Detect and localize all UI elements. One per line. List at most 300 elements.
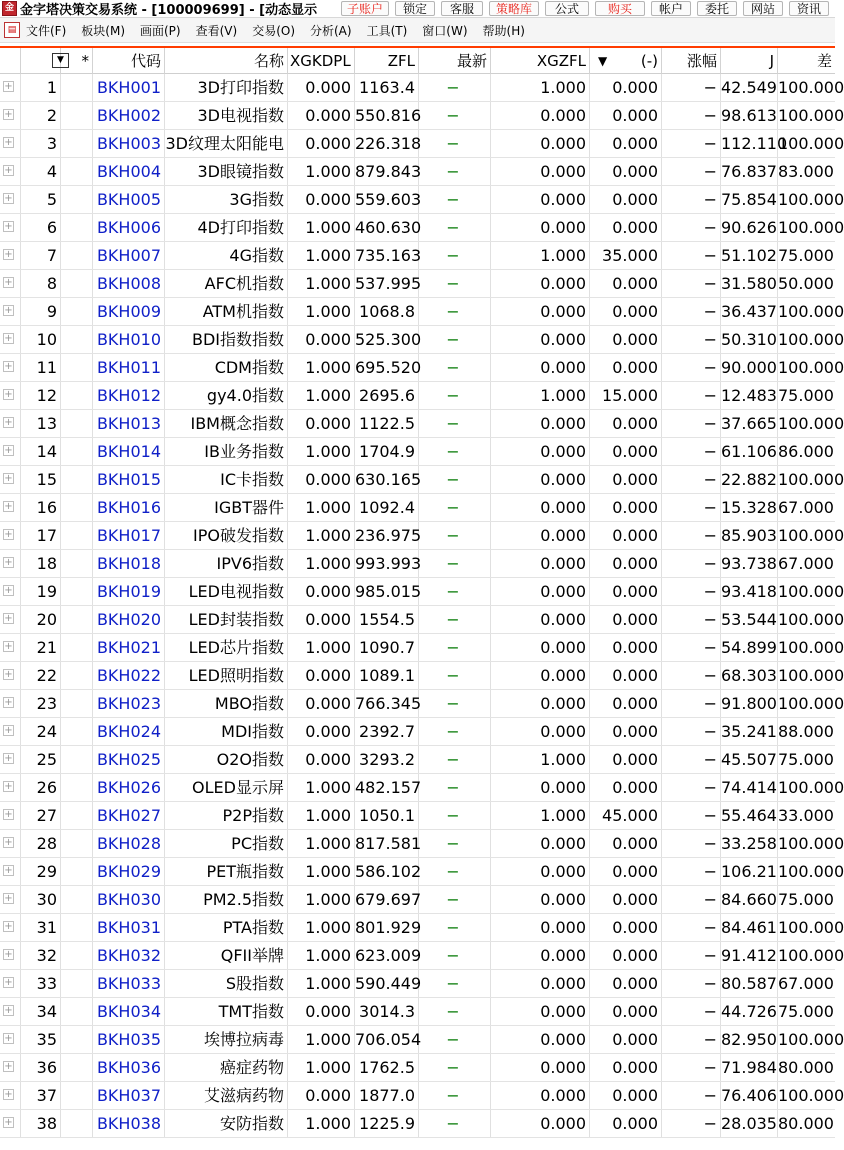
row-change: −: [662, 578, 721, 605]
table-row[interactable]: [0, 186, 844, 214]
row-diff: 100.000: [778, 778, 844, 797]
row-star: [61, 270, 93, 297]
row-star: [61, 718, 93, 745]
titlebar-button[interactable]: 公式: [545, 1, 589, 16]
row-star: [61, 74, 93, 101]
row-latest: −: [419, 410, 491, 437]
row-diff: 100.000: [778, 302, 844, 321]
row-diff: 80.000: [778, 1058, 834, 1077]
row-expander[interactable]: [0, 158, 21, 185]
table-row[interactable]: [0, 662, 844, 690]
table-row[interactable]: [0, 494, 835, 522]
expand-plus-icon[interactable]: +: [4, 1005, 13, 1016]
expand-plus-icon[interactable]: +: [4, 529, 13, 540]
table-row[interactable]: [0, 634, 844, 662]
header-latest[interactable]: 最新: [419, 48, 491, 74]
row-number: 28: [21, 830, 61, 857]
header-diff[interactable]: 差: [816, 52, 832, 70]
row-code: BKH033: [93, 970, 165, 997]
table-row[interactable]: [0, 242, 835, 270]
row-star: [61, 1110, 93, 1137]
row-expander[interactable]: [0, 438, 21, 465]
table-row[interactable]: [0, 690, 844, 718]
expand-plus-icon[interactable]: +: [4, 1117, 13, 1128]
row-zfl: 2695.6: [355, 382, 419, 409]
row-change: −: [662, 74, 721, 101]
row-diff: 100.000: [778, 78, 844, 97]
row-xgkdpl: 1.000: [288, 802, 355, 829]
row-number: 10: [21, 326, 61, 353]
expand-plus-icon[interactable]: +: [4, 193, 13, 204]
expand-plus-icon[interactable]: +: [4, 305, 13, 316]
table-row[interactable]: [0, 550, 835, 578]
expand-plus-icon[interactable]: +: [4, 669, 13, 680]
row-star: [61, 102, 93, 129]
row-number: 11: [21, 354, 61, 381]
row-xgzfl: 0.000: [491, 186, 590, 213]
row-number: 19: [21, 578, 61, 605]
menu-item[interactable]: 画面(P): [140, 23, 181, 38]
row-change: −: [662, 466, 721, 493]
row-j: 74.414: [721, 774, 778, 801]
expand-plus-icon[interactable]: +: [4, 1061, 13, 1072]
table-row[interactable]: [0, 410, 844, 438]
row-number: 25: [21, 746, 61, 773]
row-name: 3D打印指数: [165, 74, 288, 101]
row-expander[interactable]: [0, 998, 21, 1025]
row-number: 31: [21, 914, 61, 941]
row-expander[interactable]: [0, 914, 21, 941]
row-diff: 50.000: [778, 274, 834, 293]
titlebar-button[interactable]: 资讯: [789, 1, 829, 16]
row-expander[interactable]: [0, 270, 21, 297]
table-row[interactable]: [0, 270, 835, 298]
row-star: [61, 130, 93, 157]
table-row[interactable]: [0, 158, 835, 186]
row-change: −: [662, 774, 721, 801]
row-number: 29: [21, 858, 61, 885]
row-xgkdpl: 1.000: [288, 354, 355, 381]
menu-item[interactable]: 帮助(H): [482, 23, 525, 38]
expand-plus-icon[interactable]: +: [4, 641, 13, 652]
row-code: BKH018: [93, 550, 165, 577]
titlebar-button[interactable]: 购买: [595, 1, 645, 16]
row-code: BKH012: [93, 382, 165, 409]
expand-plus-icon[interactable]: +: [4, 725, 13, 736]
row-diff: 83.000: [778, 162, 834, 181]
titlebar-button[interactable]: 客服: [441, 1, 483, 16]
row-expander[interactable]: [0, 102, 21, 129]
header-star[interactable]: *: [61, 48, 93, 74]
table-row[interactable]: [0, 886, 835, 914]
row-expander[interactable]: [0, 858, 21, 885]
row-code: BKH013: [93, 410, 165, 437]
row-xgzfl: 0.000: [491, 1110, 590, 1137]
row-xgzfl: 0.000: [491, 354, 590, 381]
row-star: [61, 242, 93, 269]
table-row[interactable]: [0, 942, 844, 970]
row-zfl: 586.102: [355, 858, 419, 885]
expand-plus-icon[interactable]: +: [4, 753, 13, 764]
row-j: 91.412: [721, 942, 778, 969]
titlebar-button[interactable]: 帐户: [651, 1, 691, 16]
row-number: 3: [21, 130, 61, 157]
sort-down-icon[interactable]: ▼: [52, 53, 69, 68]
menu-item[interactable]: 查看(V): [195, 23, 238, 38]
row-expander[interactable]: [0, 606, 21, 633]
row-star: [61, 494, 93, 521]
row-number: 23: [21, 690, 61, 717]
row-code: BKH006: [93, 214, 165, 241]
row-change: −: [662, 998, 721, 1025]
document-menu-icon[interactable]: ▤: [4, 22, 20, 38]
titlebar-button[interactable]: 策略库: [489, 1, 539, 16]
header-change[interactable]: 涨幅: [662, 48, 721, 74]
row-j: 91.800: [721, 690, 778, 717]
row-zfl: 590.449: [355, 970, 419, 997]
row-j: 22.882: [721, 466, 778, 493]
header-neg[interactable]: [590, 48, 662, 74]
row-j: 90.626: [721, 214, 778, 241]
row-name: 癌症药物: [165, 1054, 288, 1081]
row-j: 31.580: [721, 270, 778, 297]
row-diff: 75.000: [778, 386, 834, 405]
row-xgzfl: 1.000: [491, 242, 590, 269]
expand-plus-icon[interactable]: +: [4, 865, 13, 876]
table-row[interactable]: [0, 438, 835, 466]
expand-plus-icon[interactable]: +: [4, 501, 13, 512]
row-expander[interactable]: [0, 802, 21, 829]
row-xgkdpl: 1.000: [288, 522, 355, 549]
row-xgzfl: 0.000: [491, 494, 590, 521]
row-latest: −: [419, 298, 491, 325]
row-diff: 100.000: [778, 134, 844, 153]
table-row[interactable]: [0, 774, 844, 802]
table-row[interactable]: [0, 298, 844, 326]
expand-plus-icon[interactable]: +: [4, 165, 13, 176]
expand-plus-icon[interactable]: +: [4, 949, 13, 960]
expand-plus-icon[interactable]: +: [4, 473, 13, 484]
header-code[interactable]: 代码: [93, 48, 165, 74]
row-number: 38: [21, 1110, 61, 1137]
titlebar-button[interactable]: 子账户: [341, 1, 389, 16]
row-j: 55.464: [721, 802, 778, 829]
expand-plus-icon[interactable]: +: [4, 417, 13, 428]
table-row[interactable]: [0, 1026, 844, 1054]
menu-item[interactable]: 窗口(W): [422, 23, 468, 38]
row-expander[interactable]: [0, 550, 21, 577]
row-latest: −: [419, 242, 491, 269]
row-xgzfl: 1.000: [491, 746, 590, 773]
table-row[interactable]: [0, 326, 844, 354]
table-row[interactable]: [0, 858, 844, 886]
row-neg: 0.000: [590, 606, 662, 633]
row-xgzfl: 0.000: [491, 438, 590, 465]
row-expander[interactable]: [0, 494, 21, 521]
expand-plus-icon[interactable]: +: [4, 137, 13, 148]
row-xgkdpl: 0.000: [288, 1082, 355, 1109]
table-row[interactable]: [0, 830, 844, 858]
titlebar-button[interactable]: 网站: [743, 1, 783, 16]
row-expander[interactable]: [0, 214, 21, 241]
table-row[interactable]: [0, 466, 844, 494]
table-row[interactable]: [0, 998, 835, 1026]
row-j: 28.035: [721, 1110, 778, 1137]
titlebar-button[interactable]: 委托: [697, 1, 737, 16]
row-neg: 0.000: [590, 270, 662, 297]
row-number: 7: [21, 242, 61, 269]
row-xgkdpl: 1.000: [288, 298, 355, 325]
row-diff: 100.000: [778, 1030, 844, 1049]
row-star: [61, 858, 93, 885]
expand-plus-icon[interactable]: +: [4, 977, 13, 988]
row-neg: 35.000: [590, 242, 662, 269]
row-change: −: [662, 214, 721, 241]
table-row[interactable]: [0, 1082, 844, 1110]
row-name: 3G指数: [165, 186, 288, 213]
row-code: BKH028: [93, 830, 165, 857]
row-xgkdpl: 1.000: [288, 270, 355, 297]
table-row[interactable]: [0, 522, 844, 550]
expand-plus-icon[interactable]: +: [4, 585, 13, 596]
row-code: BKH036: [93, 1054, 165, 1081]
row-expander[interactable]: [0, 354, 21, 381]
row-j: 106.21: [721, 858, 778, 885]
row-diff: 80.000: [778, 1114, 834, 1133]
row-xgzfl: 0.000: [491, 1054, 590, 1081]
row-neg: 45.000: [590, 802, 662, 829]
row-neg: 0.000: [590, 970, 662, 997]
header-xgkdpl[interactable]: XGKDPL: [288, 48, 355, 74]
expand-plus-icon[interactable]: +: [4, 893, 13, 904]
row-neg: 0.000: [590, 914, 662, 941]
row-j: 51.102: [721, 242, 778, 269]
header-sort-selector[interactable]: [21, 48, 64, 74]
row-number: 37: [21, 1082, 61, 1109]
row-xgkdpl: 1.000: [288, 494, 355, 521]
row-xgzfl: 0.000: [491, 690, 590, 717]
expand-plus-icon[interactable]: +: [4, 837, 13, 848]
row-expander[interactable]: [0, 662, 21, 689]
menu-item[interactable]: 文件(F): [26, 23, 67, 38]
header-name[interactable]: 名称: [165, 48, 288, 74]
expand-plus-icon[interactable]: +: [4, 333, 13, 344]
row-star: [61, 466, 93, 493]
table-row[interactable]: [0, 914, 844, 942]
titlebar-button[interactable]: 锁定: [395, 1, 435, 16]
row-code: BKH023: [93, 690, 165, 717]
row-neg: 0.000: [590, 550, 662, 577]
row-name: CDM指数: [165, 354, 288, 381]
row-number: 35: [21, 1026, 61, 1053]
row-xgkdpl: 1.000: [288, 242, 355, 269]
expand-plus-icon[interactable]: +: [4, 781, 13, 792]
row-xgzfl: 0.000: [491, 466, 590, 493]
row-expander[interactable]: [0, 326, 21, 353]
table-row[interactable]: [0, 970, 835, 998]
row-expander[interactable]: [0, 774, 21, 801]
row-diff: 67.000: [778, 554, 834, 573]
row-expander[interactable]: [0, 746, 21, 773]
row-neg: 0.000: [590, 522, 662, 549]
table-row[interactable]: [0, 1110, 835, 1138]
row-neg: 0.000: [590, 886, 662, 913]
row-latest: −: [419, 1110, 491, 1137]
row-expander[interactable]: [0, 1054, 21, 1081]
row-change: −: [662, 1110, 721, 1137]
row-latest: −: [419, 802, 491, 829]
row-expander[interactable]: [0, 690, 21, 717]
row-xgkdpl: 0.000: [288, 186, 355, 213]
table-row[interactable]: [0, 606, 844, 634]
header-zfl[interactable]: ZFL: [355, 48, 419, 74]
row-expander[interactable]: [0, 522, 21, 549]
table-row[interactable]: [0, 382, 835, 410]
row-expander[interactable]: [0, 410, 21, 437]
header-j[interactable]: J: [721, 48, 778, 74]
menu-item[interactable]: 板块(M): [81, 23, 125, 38]
row-expander[interactable]: [0, 942, 21, 969]
row-neg: 0.000: [590, 830, 662, 857]
row-expander[interactable]: [0, 466, 21, 493]
row-name: IC卡指数: [165, 466, 288, 493]
row-change: −: [662, 1054, 721, 1081]
expand-plus-icon[interactable]: +: [4, 697, 13, 708]
row-xgkdpl: 1.000: [288, 438, 355, 465]
menu-item[interactable]: 交易(O): [252, 23, 295, 38]
table-row[interactable]: [0, 74, 844, 102]
row-expander[interactable]: [0, 186, 21, 213]
row-change: −: [662, 970, 721, 997]
row-star: [61, 942, 93, 969]
row-xgkdpl: 1.000: [288, 550, 355, 577]
row-j: 75.854: [721, 186, 778, 213]
row-xgkdpl: 1.000: [288, 382, 355, 409]
row-number: 34: [21, 998, 61, 1025]
expand-plus-icon[interactable]: +: [4, 109, 13, 120]
expand-plus-icon[interactable]: +: [4, 1033, 13, 1044]
row-latest: −: [419, 578, 491, 605]
row-expander[interactable]: [0, 634, 21, 661]
row-change: −: [662, 942, 721, 969]
row-change: −: [662, 130, 721, 157]
row-zfl: 525.300: [355, 326, 419, 353]
expand-plus-icon[interactable]: +: [4, 921, 13, 932]
expand-plus-icon[interactable]: +: [4, 445, 13, 456]
row-expander[interactable]: [0, 886, 21, 913]
row-xgkdpl: 1.000: [288, 1054, 355, 1081]
row-xgzfl: 0.000: [491, 1082, 590, 1109]
row-zfl: 679.697: [355, 886, 419, 913]
row-xgzfl: 0.000: [491, 130, 590, 157]
expand-plus-icon[interactable]: +: [4, 277, 13, 288]
row-neg: 0.000: [590, 438, 662, 465]
row-diff: 100.000: [778, 694, 844, 713]
row-change: −: [662, 494, 721, 521]
row-latest: −: [419, 942, 491, 969]
expand-plus-icon[interactable]: +: [4, 613, 13, 624]
row-neg: 0.000: [590, 746, 662, 773]
row-name: IB业务指数: [165, 438, 288, 465]
row-number: 26: [21, 774, 61, 801]
table-row[interactable]: [0, 214, 844, 242]
row-expander[interactable]: [0, 718, 21, 745]
row-expander[interactable]: [0, 298, 21, 325]
table-row[interactable]: [0, 746, 835, 774]
row-xgkdpl: 0.000: [288, 326, 355, 353]
row-change: −: [662, 1026, 721, 1053]
row-j: 90.000: [721, 354, 778, 381]
expand-plus-icon[interactable]: +: [4, 557, 13, 568]
row-star: [61, 410, 93, 437]
row-expander[interactable]: [0, 130, 21, 157]
app-logo-icon[interactable]: 金: [2, 1, 17, 16]
expand-plus-icon[interactable]: +: [4, 1089, 13, 1100]
expand-plus-icon[interactable]: +: [4, 249, 13, 260]
row-star: [61, 522, 93, 549]
row-expander[interactable]: [0, 1026, 21, 1053]
expand-plus-icon[interactable]: +: [4, 389, 13, 400]
row-expander[interactable]: [0, 578, 21, 605]
row-zfl: 766.345: [355, 690, 419, 717]
row-number: 20: [21, 606, 61, 633]
row-zfl: 236.975: [355, 522, 419, 549]
row-diff: 100.000: [778, 470, 844, 489]
expand-plus-icon[interactable]: +: [4, 361, 13, 372]
row-expander[interactable]: [0, 242, 21, 269]
expand-plus-icon[interactable]: +: [4, 221, 13, 232]
row-expander[interactable]: [0, 830, 21, 857]
row-expander[interactable]: [0, 382, 21, 409]
row-number: 9: [21, 298, 61, 325]
row-neg: 0.000: [590, 102, 662, 129]
table-row[interactable]: [0, 130, 844, 158]
expand-plus-icon[interactable]: +: [4, 81, 13, 92]
row-zfl: 735.163: [355, 242, 419, 269]
table-row[interactable]: [0, 802, 835, 830]
row-zfl: 985.015: [355, 578, 419, 605]
table-row[interactable]: [0, 102, 844, 130]
header-xgzfl[interactable]: XGZFL: [491, 48, 590, 74]
row-code: BKH020: [93, 606, 165, 633]
row-name: IPV6指数: [165, 550, 288, 577]
row-code: BKH021: [93, 634, 165, 661]
table-row[interactable]: [0, 354, 844, 382]
row-star: [61, 1054, 93, 1081]
row-expander[interactable]: [0, 1110, 21, 1137]
row-latest: −: [419, 886, 491, 913]
row-code: BKH030: [93, 886, 165, 913]
row-number: 36: [21, 1054, 61, 1081]
row-diff: 100.000: [778, 862, 844, 881]
row-expander[interactable]: [0, 1082, 21, 1109]
menu-item[interactable]: 工具(T): [366, 23, 408, 38]
menu-item[interactable]: 分析(A): [310, 23, 352, 38]
row-xgzfl: 1.000: [491, 802, 590, 829]
table-row[interactable]: [0, 718, 835, 746]
table-row[interactable]: [0, 1054, 835, 1082]
row-diff: 75.000: [778, 750, 834, 769]
expand-plus-icon[interactable]: +: [4, 809, 13, 820]
row-star: [61, 550, 93, 577]
row-expander[interactable]: [0, 970, 21, 997]
row-number: 21: [21, 634, 61, 661]
row-xgzfl: 0.000: [491, 942, 590, 969]
table-row[interactable]: [0, 578, 844, 606]
row-expander[interactable]: [0, 74, 21, 101]
row-name: PTA指数: [165, 914, 288, 941]
row-code: BKH009: [93, 298, 165, 325]
